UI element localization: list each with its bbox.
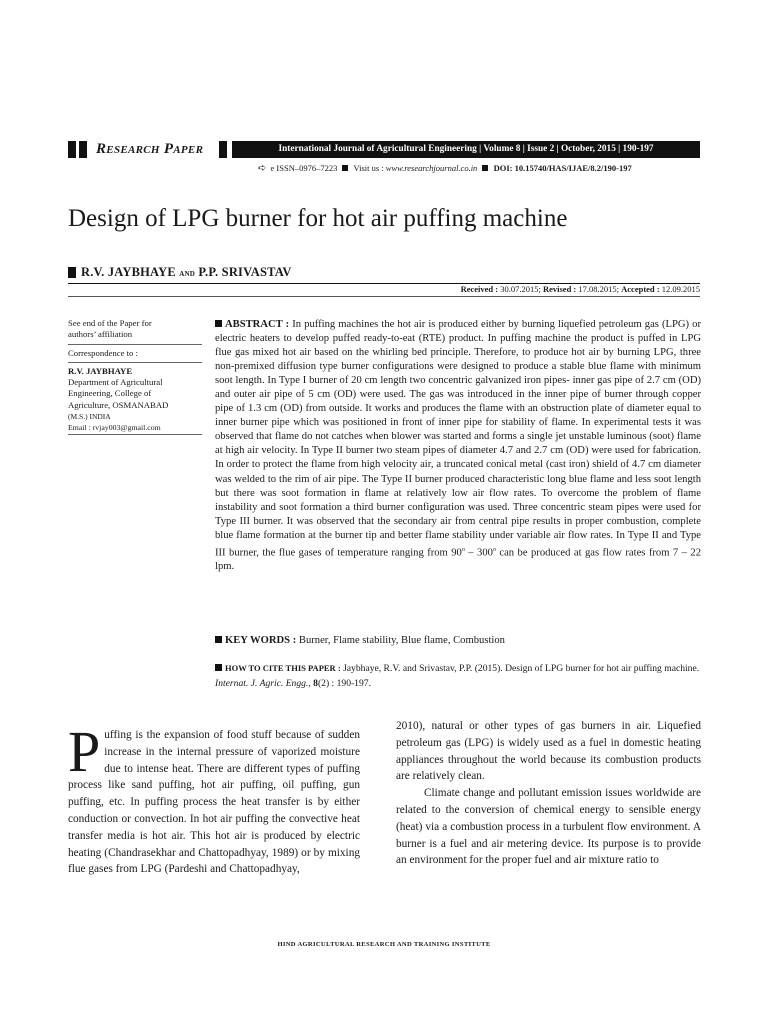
correspondent-name: R.V. JAYBHAYE: [68, 365, 133, 376]
affiliation-note: authors’ affiliation: [68, 329, 133, 340]
square-bullet-icon: [68, 267, 76, 278]
received-label: Received :: [460, 284, 499, 294]
author-line: [81, 264, 292, 282]
body-paragraph: Climate change and pollutant emission issues worldwide are related to the conversion of chemical energy to sensible energy (heat) via a combustion process in a turbulent flow environment. A burner is a fuel and air metering device. Its purpose is to provide an environment for the proper fuel and air mixture ratio to: [396, 787, 701, 867]
square-bullet-icon: [215, 636, 222, 643]
article-dates: [461, 284, 700, 295]
square-bullet-icon: [482, 165, 488, 171]
author-sidebar: [68, 318, 202, 434]
square-bullet-icon: [215, 664, 222, 671]
issn-line: [258, 162, 632, 175]
paper-type-label: Research Paper: [96, 141, 204, 157]
email[interactable]: Email : rvjay003@gmail.com: [68, 423, 161, 433]
accepted-label: Accepted :: [621, 284, 660, 294]
website-link[interactable]: www.researchjournal.co.in: [385, 163, 478, 173]
affiliation-line: Engineering, College of: [68, 388, 152, 399]
degree-mark: o: [492, 546, 496, 553]
keywords-text: Burner, Flame stability, Blue flame, Combustion: [298, 635, 505, 646]
body-column-right: [396, 718, 701, 869]
degree-mark: o: [461, 546, 465, 553]
author-1: R.V. JAYBHAYE: [81, 265, 176, 279]
citation-text: Jaybhaye, R.V. and Srivastav, P.P. (2015). Design of LPG burner for hot air puffing machine.: [343, 663, 700, 674]
correspondence-label: Correspondence to :: [68, 347, 138, 358]
accepted-date: 12.09.2015: [661, 284, 700, 294]
divider: [68, 362, 202, 363]
revised-label: Revised :: [542, 284, 577, 294]
received-date: 30.07.2015;: [500, 284, 541, 294]
visit-prefix: Visit us :: [353, 163, 384, 173]
header-block-3: [219, 141, 227, 158]
header-block-1: [68, 141, 76, 158]
citation-heading: HOW TO CITE THIS PAPER :: [225, 663, 341, 673]
citation-journal: Internat. J. Agric. Engg.: [215, 678, 309, 689]
body-paragraph: [68, 719, 360, 878]
divider: [68, 344, 202, 345]
publisher-footer: HIND AGRICULTURAL RESEARCH AND TRAINING INSTITUTE: [277, 941, 491, 948]
body-paragraph: 2010), natural or other types of gas burners in air. Liquefied petroleum gas (LPG) is widely used as a fuel in domestic heating appliances throughout the world because its combustion products are relatively clean.: [396, 720, 701, 783]
affiliation-note: See end of the Paper for: [68, 318, 152, 328]
abstract-text: can be produced at gas flow rates from 7 – 22 lpm.: [215, 547, 701, 573]
abstract-text: – 300: [464, 547, 493, 559]
body-text: uffing is the expansion of food stuff because of sudden increase in the internal pressure of vaporized moisture due to intense heat. There are different types of puffing process like sand puffing, hot air puffing, oil puffing, gun puffing, etc. In puffing process the heat transfer is by either conduction or convection. In hot air puffing the convective heat transfer media is hot air. This hot air is produced by electric heating (Chandrasekhar and Chattopadhyay, 1989) or by mixing flue gases from LPG (Pardeshi and Chattopadhyay,: [68, 729, 360, 876]
author-2: P.P. SRIVASTAV: [198, 265, 292, 279]
header-block-2: [79, 141, 87, 158]
citation-pages: (2) : 190-197.: [317, 678, 371, 689]
arrow-right-icon: ➪: [258, 163, 267, 174]
abstract-heading: ABSTRACT :: [225, 319, 290, 330]
revised-date: 17.08.2015;: [578, 284, 620, 294]
citation-volume: 8: [313, 678, 318, 689]
affiliation-line: (M.S.) INDIA: [68, 412, 111, 422]
citation: HOW TO CITE THIS PAPER : Jaybhaye, R.V. and Srivastav, P.P. (2015). Design of LPG burner for hot air puffing machine. Internat. J. Agric. Engg., 8(2) : 190-197.: [215, 663, 700, 689]
abstract-text: In puffing machines the hot air is produced either by burning liquefied petroleum gas (LPG) or electric heaters to develop puffed ready-to-eat (RTE) product. In puffing machine the product is puffed in LPG flue gas mixed hot air based on the whirling bed principle. Therefore, to produce hot air by burning LPG, three non-premixed diffusion type burner configurations were designed to produce a stable blue flame with minimum soot length. In Type I burner of 20 cm length two concentric galvanized iron pipes- inner gas pipe of 2.7 cm (OD) and outer air pipe of 5 cm (OD) were used. The gas was introduced in the inner pipe of burner through copper pipe of 1.3 cm (OD) from outside. It works and produces the flame with an obstruction plate of diameter equal to inner burner pipe which was positioned in front of inner pipe for stability of flame. In experimental tests it was observed that flame do not catches when blower was started and forms a single jet unstable luminous (soot) flame at high air velocity. In Type II burner two steam pipes of diameter 4.7 and 2.7 cm (OD) were used for fabrication. In order to protect the flame from high velocity air, a truncated conical metal (cast iron) shield of 4.7 cm diameter was welded to the rim of air pipe. The Type II burner produced characteristic long blue flame and less soot length but there was soot formation in flame at relatively low air flow rates. To overcome the problem of flame instability and soot formation a third burner configuration was used. Three concentric steam pipes were used for Type III burner. It was observed that the secondary air from central pipe results in proper combustion, complete blue flame formation at the burner tip and better flame stability under variable air flow rates. In Type II and Type III burner, the flue gases of temperature ranging from 90: [215, 319, 702, 559]
article-title: Design of LPG burner for hot air puffing machine: [68, 205, 568, 232]
divider: [68, 296, 700, 297]
keywords: [215, 634, 701, 648]
journal-banner: International Journal of Agricultural Engineering | Volume 8 | Issue 2 | October, 2015 | 190-197: [232, 141, 700, 158]
author-conjunction: and: [179, 268, 195, 279]
square-bullet-icon: [342, 165, 348, 171]
body-column-left: [68, 719, 360, 878]
drop-cap: P: [68, 719, 101, 784]
doi-link[interactable]: DOI: 10.15740/HAS/IJAE/8.2/190-197: [493, 163, 632, 173]
affiliation-line: Agriculture, OSMANABAD: [68, 399, 169, 410]
divider: [68, 434, 202, 435]
affiliation-line: Department of Agricultural: [68, 377, 163, 388]
keywords-heading: KEY WORDS :: [225, 635, 297, 646]
issn: e ISSN–0976–7223: [270, 163, 338, 173]
abstract: [215, 318, 701, 574]
square-bullet-icon: [215, 320, 222, 327]
